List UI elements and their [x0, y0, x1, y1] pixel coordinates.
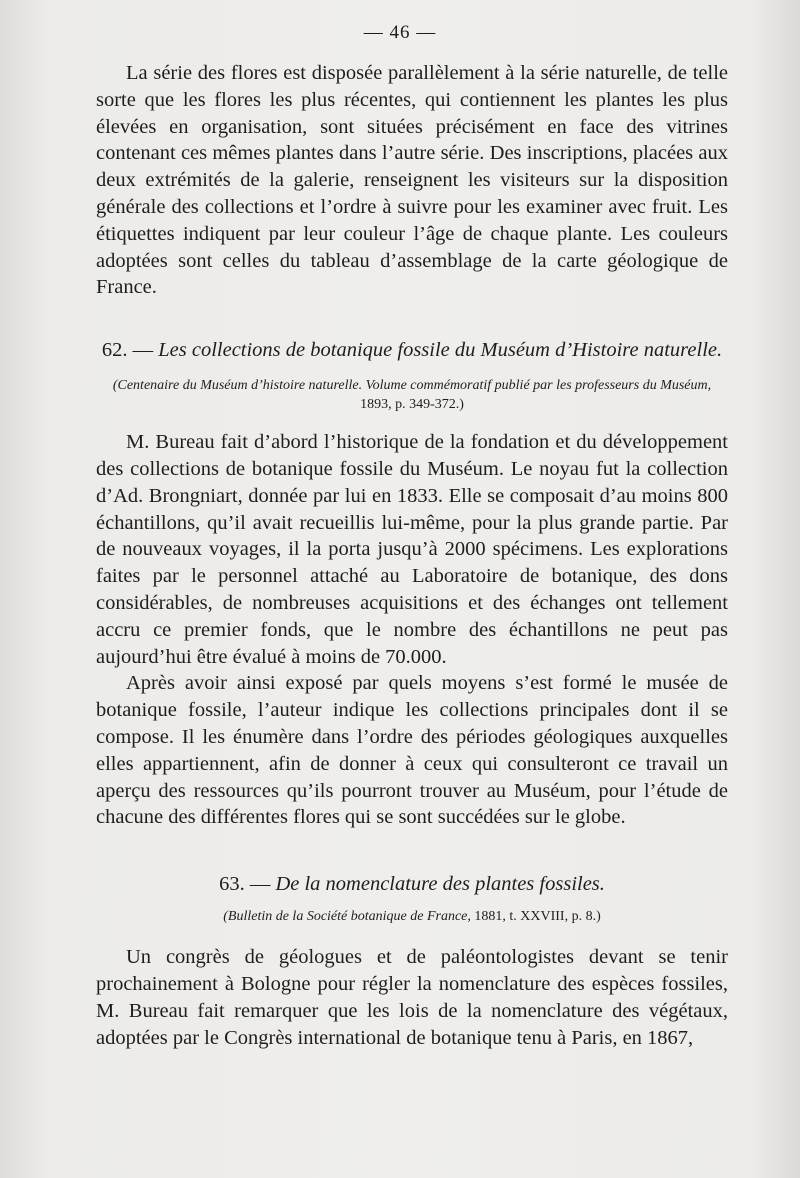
- section-62-heading: [96, 337, 728, 363]
- section-63-number: 63. —: [219, 873, 271, 896]
- intro-paragraph: La série des flores est disposée parallèlement à la série naturelle, de telle sorte que les flores les plus récentes, qui contiennent les plantes les plus élevées en organisation, sont situées précisément en face des vitrines contenant ces mêmes plantes dans l’autre série. Des inscriptions, placées aux deux extrémités de la galerie, renseignent les visiteurs sur la disposition générale des collections et l’ordre à suivre pour les examiner avec fruit. Les étiquettes indiquent par leur couleur l’âge de chaque plante. Les couleurs adoptées sont celles du tableau d’assemblage de la carte géologique de France.: [96, 62, 728, 299]
- page-number: — 46 —: [363, 22, 437, 43]
- section-62-paragraph-2: Après avoir ainsi exposé par quels moyens s’est formé le musée de botanique fossile, l’auteur indique les collections principales dont il se compose. Il les énumère dans l’ordre des périodes géologiques auxquelles elles appartiennent, afin de donner à ceux qui consulteront ce travail un aperçu des ressources qu’ils pourront trouver au Muséum, pour l’étude de chacune des différentes flores qui se sont succédées sur le globe.: [96, 672, 728, 829]
- section-62-reference: [96, 376, 728, 414]
- section-62-reference-details: 1893, p. 349-372.): [360, 397, 464, 413]
- section-63-paragraph-1: Un congrès de géologues et de paléontologistes devant se tenir prochainement à Bologne pour régler la nomenclature des espèces fossiles, M. Bureau fait remarquer que les lois de la nomenclature des végétaux, adoptées par le Congrès international de botanique tenu à Paris, en 1867,: [96, 946, 728, 1049]
- section-62-reference-source: (Centenaire du Muséum d’histoire naturelle. Volume commémoratif publié par les professeurs du Muséum,: [112, 378, 712, 394]
- section-63-reference-source: (Bulletin de la Société botanique de France,: [223, 909, 471, 925]
- section-63-heading: [96, 871, 728, 897]
- section-63-reference-details: 1881, t. XXVIII, p. 8.): [474, 909, 601, 925]
- section-62-title: Les collections de botanique fossile du Muséum d’Histoire naturelle.: [158, 339, 723, 362]
- page-content: [96, 60, 728, 1051]
- section-63-reference: [96, 907, 728, 926]
- section-62-number: 62. —: [101, 339, 154, 362]
- section-62-paragraph-1: M. Bureau fait d’abord l’historique de la fondation et du développement des collections de botanique fossile du Muséum. Le noyau fut la collection d’Ad. Brongniart, donnée par lui en 1833. Elle se composait d’au moins 800 échantillons, qu’il avait recueillis lui-même, pour la plus grande partie. Par de nouveaux voyages, il la porta jusqu’à 2000 spécimens. Les explorations faites par le personnel attaché au Laboratoire de botanique, des dons considérables, de nombreuses acquisitions et des échanges ont tellement accru ce premier fonds, que le nombre des échantillons ne peut pas aujourd’hui être évalué à moins de 70.000.: [96, 431, 728, 668]
- section-63-title: De la nomenclature des plantes fossiles.: [275, 873, 605, 896]
